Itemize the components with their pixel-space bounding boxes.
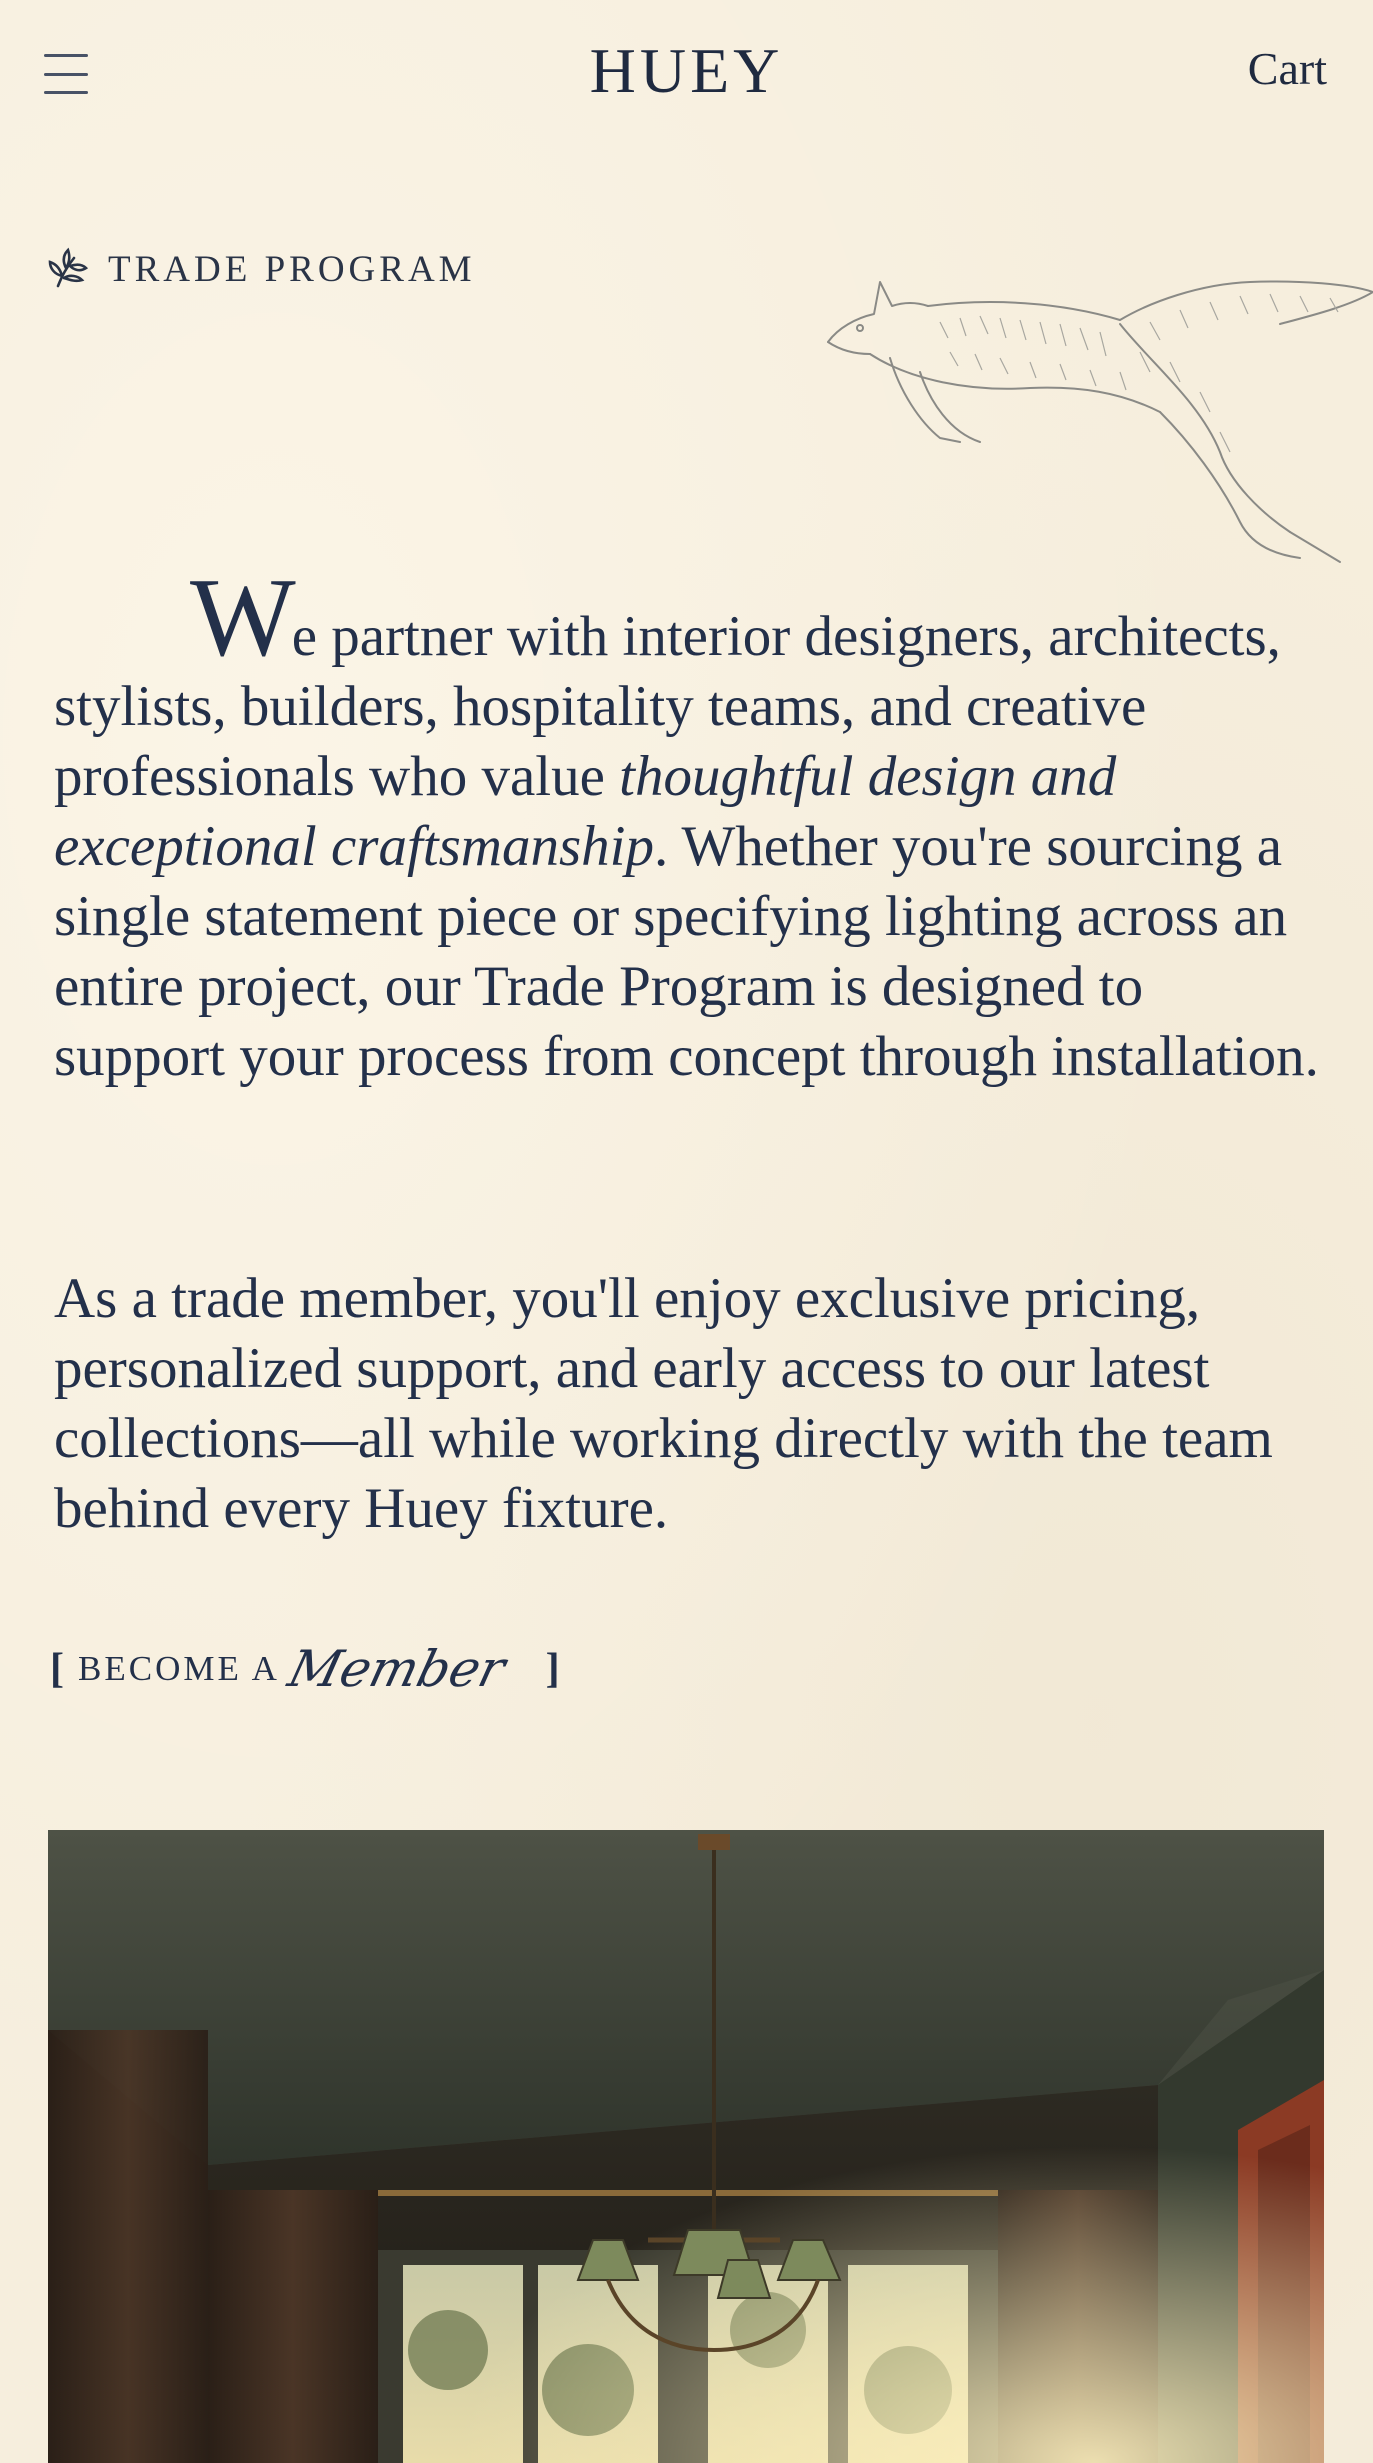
intro-text-continued: . Whether you're sourcing a single statement piece or specifying lighting across an entire project, our Trade Program is designed to support your process from concept through installation.	[54, 815, 1319, 1088]
cta-close-bracket: ]	[545, 1646, 560, 1692]
drop-cap: W	[190, 556, 292, 680]
cta-script-text: Member	[282, 1640, 511, 1698]
section-label-text: TRADE PROGRAM	[108, 248, 476, 290]
intro-text: e partner with interior designers, architects, stylists, builders, hospitality teams, and creative professionals who value	[54, 605, 1281, 808]
site-logo[interactable]: HUEY	[589, 35, 784, 106]
cta-open-bracket: [	[50, 1646, 64, 1692]
leaf-sprig-icon	[44, 246, 90, 292]
cta-label: BECOME A	[78, 1649, 280, 1688]
wildcat-illustration	[820, 262, 1373, 572]
interior-photo	[48, 1830, 1324, 2463]
cart-link[interactable]: Cart	[1247, 43, 1327, 94]
benefits-paragraph: As a trade member, you'll enjoy exclusive pricing, personalized support, and early access to our latest collections—all while working directly with the team behind every Huey fixture.	[54, 1267, 1273, 1540]
intro-paragraph	[54, 556, 1326, 1092]
interior-photo-image	[48, 1830, 1324, 2463]
section-label	[44, 246, 476, 292]
become-member-button[interactable]	[50, 1640, 560, 1698]
intro-italic-text: thoughtful design and exceptional craftsmanship	[54, 745, 1117, 878]
